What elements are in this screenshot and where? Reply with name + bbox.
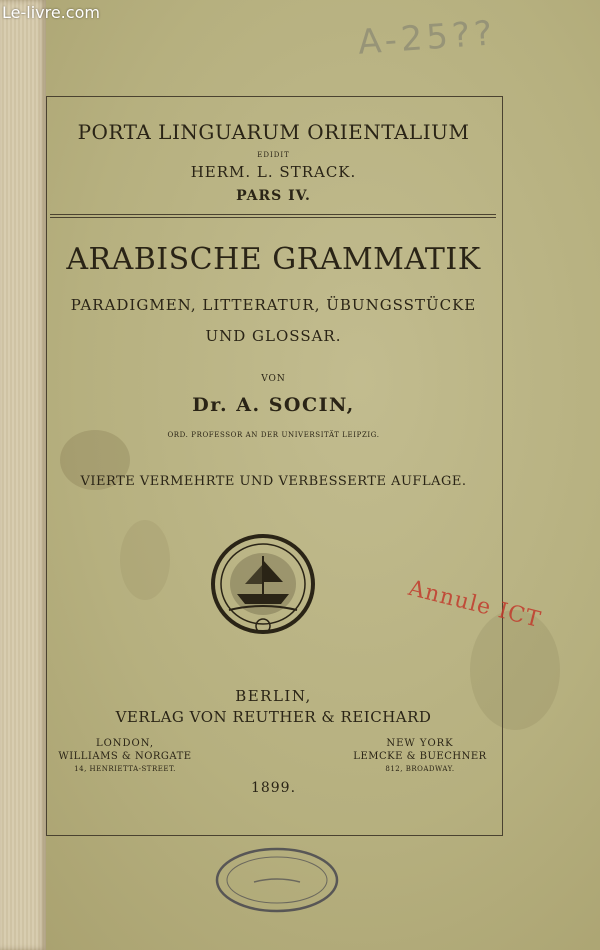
author-name: Dr. A. SOCIN, [192,394,355,416]
pars-label: PARS IV. [236,188,311,204]
watermark-text: Le-livre.com [2,3,100,22]
handwritten-shelf-number: A-25?? [356,13,498,63]
editor-name: HERM. L. STRACK. [190,163,357,181]
divider-line [50,217,496,218]
imprint-city: BERLIN, [235,687,312,705]
series-title: PORTA LINGUARUM ORIENTALIUM [77,120,470,144]
library-stamp-icon [214,846,340,914]
newyork-imprint [335,738,505,773]
publisher-emblem-icon [207,532,319,642]
newyork-agent: LEMCKE & BUECHNER [353,751,487,762]
london-imprint [40,738,210,773]
london-city: LONDON, [95,738,155,749]
london-address: 14, HENRIETTA-STREET. [74,765,176,773]
subtitle-line: UND GLOSSAR. [205,327,342,345]
edition-line: VIERTE VERMEHRTE UND VERBESSERTE AUFLAGE. [80,474,467,489]
divider-line [50,214,496,215]
newyork-city: NEW YORK [386,738,454,749]
publication-year: 1899. [250,780,297,796]
london-agent: WILLIAMS & NORGATE [58,751,192,762]
subtitle-line: PARADIGMEN, LITTERATUR, ÜBUNGSSTÜCKE [70,296,477,314]
book-spine-strip [0,0,46,950]
author-role: ORD. PROFESSOR AN DER UNIVERSITÄT LEIPZIG. [167,431,380,439]
editor-label: EDIDIT [257,151,290,159]
main-title: ARABISCHE GRAMMATIK [66,242,481,277]
publisher-name: VERLAG VON REUTHER & REICHARD [115,708,432,726]
newyork-address: 812, BROADWAY. [385,765,455,773]
red-cancel-stamp: Annule ICT [405,576,544,634]
von-label: VON [261,374,286,384]
